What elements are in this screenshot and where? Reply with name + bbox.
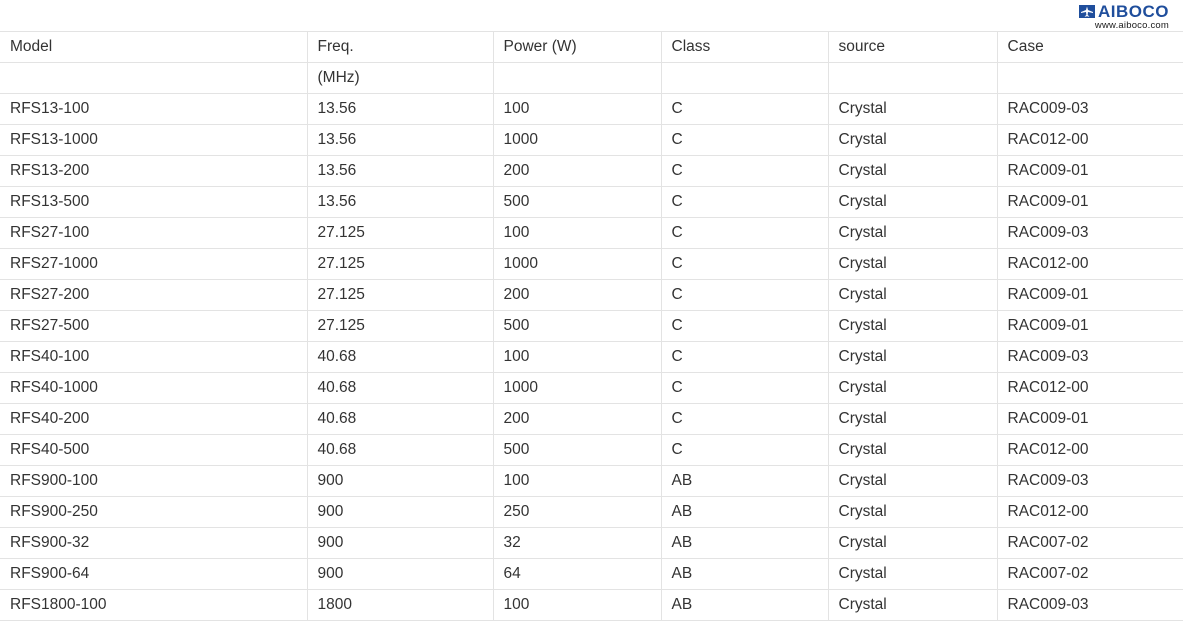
cell-case: RAC009-01 — [997, 156, 1183, 187]
subheader-row — [0, 63, 1183, 94]
cell-source: Crystal — [828, 559, 997, 590]
cell-class: C — [661, 249, 828, 280]
cell-power: 100 — [493, 94, 661, 125]
cell-source: Crystal — [828, 466, 997, 497]
cell-case: RAC012-00 — [997, 435, 1183, 466]
airplane-icon — [1079, 5, 1095, 18]
cell-case: RAC009-03 — [997, 590, 1183, 621]
table-row — [0, 342, 1183, 373]
cell-class: C — [661, 187, 828, 218]
cell-class: C — [661, 280, 828, 311]
header-cell-class: Class — [661, 32, 828, 63]
cell-class: C — [661, 156, 828, 187]
subheader-cell — [661, 63, 828, 94]
cell-case: RAC009-01 — [997, 187, 1183, 218]
cell-class: C — [661, 94, 828, 125]
cell-class: AB — [661, 528, 828, 559]
cell-class: C — [661, 311, 828, 342]
brand-url: www.aiboco.com — [1094, 20, 1169, 31]
cell-freq: 40.68 — [307, 435, 493, 466]
cell-case: RAC009-03 — [997, 342, 1183, 373]
subheader-cell — [493, 63, 661, 94]
cell-power: 250 — [493, 497, 661, 528]
table-row — [0, 311, 1183, 342]
cell-source: Crystal — [828, 156, 997, 187]
cell-model: RFS40-500 — [0, 435, 307, 466]
cell-case: RAC009-03 — [997, 218, 1183, 249]
table-row — [0, 373, 1183, 404]
cell-power: 100 — [493, 466, 661, 497]
cell-freq: 27.125 — [307, 218, 493, 249]
cell-source: Crystal — [828, 125, 997, 156]
cell-freq: 40.68 — [307, 404, 493, 435]
cell-class: AB — [661, 497, 828, 528]
cell-class: C — [661, 404, 828, 435]
cell-class: C — [661, 218, 828, 249]
subheader-cell — [828, 63, 997, 94]
brand-name: AIBOCO — [1098, 2, 1169, 21]
cell-freq: 900 — [307, 466, 493, 497]
cell-model: RFS13-200 — [0, 156, 307, 187]
cell-model: RFS40-200 — [0, 404, 307, 435]
cell-model: RFS900-64 — [0, 559, 307, 590]
cell-model: RFS13-1000 — [0, 125, 307, 156]
cell-source: Crystal — [828, 497, 997, 528]
cell-source: Crystal — [828, 280, 997, 311]
brand-logo-mark — [1079, 3, 1169, 20]
cell-power: 1000 — [493, 373, 661, 404]
subheader-cell — [997, 63, 1183, 94]
header-cell-case: Case — [997, 32, 1183, 63]
cell-source: Crystal — [828, 404, 997, 435]
cell-class: AB — [661, 559, 828, 590]
cell-source: Crystal — [828, 373, 997, 404]
cell-power: 32 — [493, 528, 661, 559]
cell-power: 100 — [493, 218, 661, 249]
cell-freq: 40.68 — [307, 373, 493, 404]
cell-source: Crystal — [828, 249, 997, 280]
cell-model: RFS27-1000 — [0, 249, 307, 280]
cell-freq: 27.125 — [307, 249, 493, 280]
cell-case: RAC012-00 — [997, 373, 1183, 404]
cell-class: AB — [661, 590, 828, 621]
cell-model: RFS13-100 — [0, 94, 307, 125]
cell-source: Crystal — [828, 187, 997, 218]
spec-table-body — [0, 32, 1183, 621]
cell-freq: 13.56 — [307, 187, 493, 218]
cell-case: RAC007-02 — [997, 528, 1183, 559]
cell-model: RFS27-500 — [0, 311, 307, 342]
cell-power: 500 — [493, 435, 661, 466]
cell-freq: 13.56 — [307, 156, 493, 187]
table-row — [0, 280, 1183, 311]
cell-power: 200 — [493, 280, 661, 311]
cell-model: RFS40-1000 — [0, 373, 307, 404]
cell-power: 1000 — [493, 249, 661, 280]
cell-power: 100 — [493, 342, 661, 373]
cell-case: RAC012-00 — [997, 249, 1183, 280]
table-row — [0, 218, 1183, 249]
cell-freq: 13.56 — [307, 125, 493, 156]
cell-case: RAC012-00 — [997, 125, 1183, 156]
table-row — [0, 590, 1183, 621]
cell-freq: 27.125 — [307, 311, 493, 342]
cell-power: 100 — [493, 590, 661, 621]
cell-source: Crystal — [828, 528, 997, 559]
table-row — [0, 466, 1183, 497]
brand-logo — [1079, 3, 1169, 31]
cell-case: RAC009-03 — [997, 466, 1183, 497]
cell-model: RFS27-100 — [0, 218, 307, 249]
cell-case: RAC009-01 — [997, 311, 1183, 342]
table-row — [0, 125, 1183, 156]
cell-case: RAC009-01 — [997, 404, 1183, 435]
cell-class: C — [661, 342, 828, 373]
cell-power: 200 — [493, 156, 661, 187]
cell-source: Crystal — [828, 435, 997, 466]
cell-freq: 13.56 — [307, 94, 493, 125]
cell-source: Crystal — [828, 94, 997, 125]
cell-power: 200 — [493, 404, 661, 435]
cell-freq: 900 — [307, 497, 493, 528]
cell-class: C — [661, 435, 828, 466]
cell-power: 64 — [493, 559, 661, 590]
table-row — [0, 497, 1183, 528]
cell-freq: 27.125 — [307, 280, 493, 311]
cell-model: RFS900-100 — [0, 466, 307, 497]
cell-case: RAC009-03 — [997, 94, 1183, 125]
table-row — [0, 94, 1183, 125]
cell-model: RFS1800-100 — [0, 590, 307, 621]
cell-source: Crystal — [828, 342, 997, 373]
cell-source: Crystal — [828, 590, 997, 621]
subheader-cell — [0, 63, 307, 94]
cell-power: 500 — [493, 311, 661, 342]
table-row — [0, 559, 1183, 590]
cell-power: 500 — [493, 187, 661, 218]
header-cell-power: Power (W) — [493, 32, 661, 63]
cell-model: RFS900-32 — [0, 528, 307, 559]
table-row — [0, 249, 1183, 280]
header-cell-freq: Freq. — [307, 32, 493, 63]
cell-power: 1000 — [493, 125, 661, 156]
cell-freq: 900 — [307, 559, 493, 590]
cell-case: RAC012-00 — [997, 497, 1183, 528]
table-row — [0, 528, 1183, 559]
product-spec-table — [0, 31, 1183, 621]
cell-model: RFS13-500 — [0, 187, 307, 218]
cell-model: RFS40-100 — [0, 342, 307, 373]
subheader-cell-freq-unit: (MHz) — [307, 63, 493, 94]
cell-class: C — [661, 125, 828, 156]
cell-class: AB — [661, 466, 828, 497]
header-cell-model: Model — [0, 32, 307, 63]
header-row — [0, 32, 1183, 63]
header-cell-source: source — [828, 32, 997, 63]
cell-freq: 900 — [307, 528, 493, 559]
cell-freq: 1800 — [307, 590, 493, 621]
cell-source: Crystal — [828, 311, 997, 342]
cell-freq: 40.68 — [307, 342, 493, 373]
table-row — [0, 404, 1183, 435]
cell-source: Crystal — [828, 218, 997, 249]
cell-case: RAC009-01 — [997, 280, 1183, 311]
cell-model: RFS27-200 — [0, 280, 307, 311]
cell-class: C — [661, 373, 828, 404]
table-row — [0, 435, 1183, 466]
table-row — [0, 187, 1183, 218]
table-row — [0, 156, 1183, 187]
cell-case: RAC007-02 — [997, 559, 1183, 590]
cell-model: RFS900-250 — [0, 497, 307, 528]
